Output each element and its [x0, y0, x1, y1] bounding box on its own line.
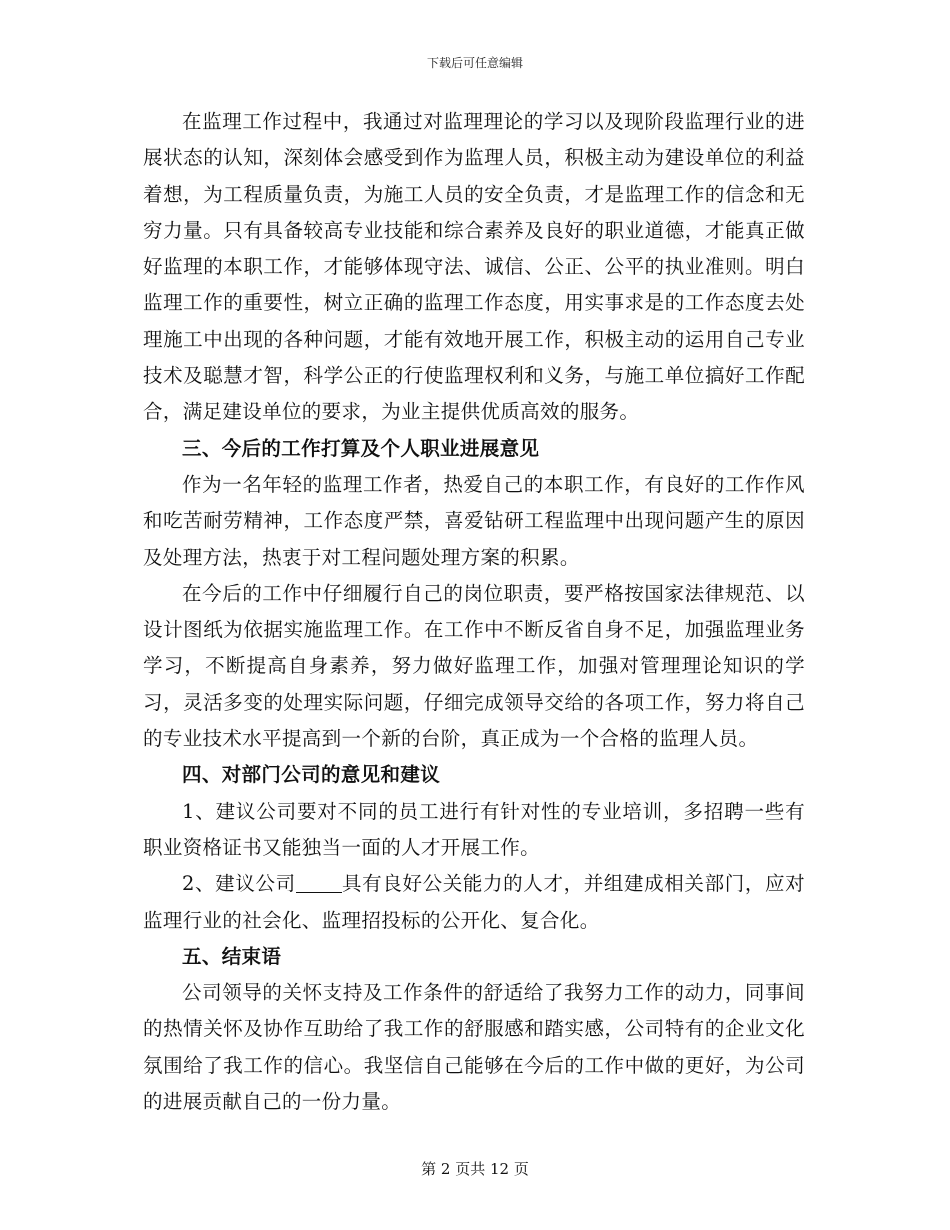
suggestion-2-after: 具有良好公关能力的人才，并组建成相关部门，应对监理行业的社会化、监理招投标的公开化、复合化。 — [143, 872, 805, 932]
paragraph-conclusion: 公司领导的关怀支持及工作条件的舒适给了我努力工作的动力，同事间的热情关怀及协作互助给了我工作的舒服感和踏实感，公司特有的企业文化氛围给了我工作的信心。我坚信自己能够在今后的工作中做的更好，为公司的进展贡献自己的一份力量。 — [143, 981, 805, 1114]
page-footer: 第 2 页共 12 页 — [421, 1160, 529, 1178]
section-heading-3: 三、今后的工作打算及个人职业进展意见 — [182, 436, 540, 460]
page-header: 下载后可任意编辑 — [426, 56, 523, 70]
paragraph-future-plan: 在今后的工作中仔细履行自己的岗位职责，要严格按国家法律规范、以设计图纸为依据实施监理工作。在工作中不断反省自身不足，加强监理业务学习，不断提高自身素养，努力做好监理工作，加强对管理理论知识的学习，灵活多变的处理实际问题，仔细完成领导交给的各项工作，努力将自己的专业技术水平提高到一个新的台阶，真正成为一个合格的监理人员。 — [143, 581, 805, 751]
section-heading-5: 五、结束语 — [182, 944, 282, 968]
paragraph-supervision-beliefs: 在监理工作过程中，我通过对监理理论的学习以及现阶段监理行业的进展状态的认知，深刻体会感受到作为监理人员，积极主动为建设单位的利益着想，为工程质量负责，为施工人员的安全负责，才是监理工作的信念和无穷力量。只有具备较高专业技能和综合素养及良好的职业道德，才能真正做好监理的本职工作，才能够体现守法、诚信、公正、公平的执业准则。明白监理工作的重要性，树立正确的监理工作态度，用实事求是的工作态度去处理施工中出现的各种问题，才能有效地开展工作，积极主动的运用自己专业技术及聪慧才智，科学公正的行使监理权利和义务，与施工单位搞好工作配合，满足建设单位的要求，为业主提供优质高效的服务。 — [143, 110, 805, 424]
suggestion-2-before: 2、建议公司 — [182, 872, 296, 896]
fill-in-blank — [296, 873, 342, 894]
document-body — [143, 104, 805, 1120]
paragraph-suggestion-2 — [143, 866, 805, 939]
paragraph-suggestion-1: 1、建议公司要对不同的员工进行有针对性的专业培训，多招聘一些有职业资格证书又能独当一面的人才开展工作。 — [143, 799, 805, 859]
paragraph-self-description: 作为一名年轻的监理工作者，热爱自己的本职工作，有良好的工作作风和吃苦耐劳精神，工作态度严禁，喜爱钻研工程监理中出现问题产生的原因及处理方法，热衷于对工程问题处理方案的积累。 — [143, 472, 805, 569]
section-heading-4: 四、对部门公司的意见和建议 — [182, 763, 441, 787]
